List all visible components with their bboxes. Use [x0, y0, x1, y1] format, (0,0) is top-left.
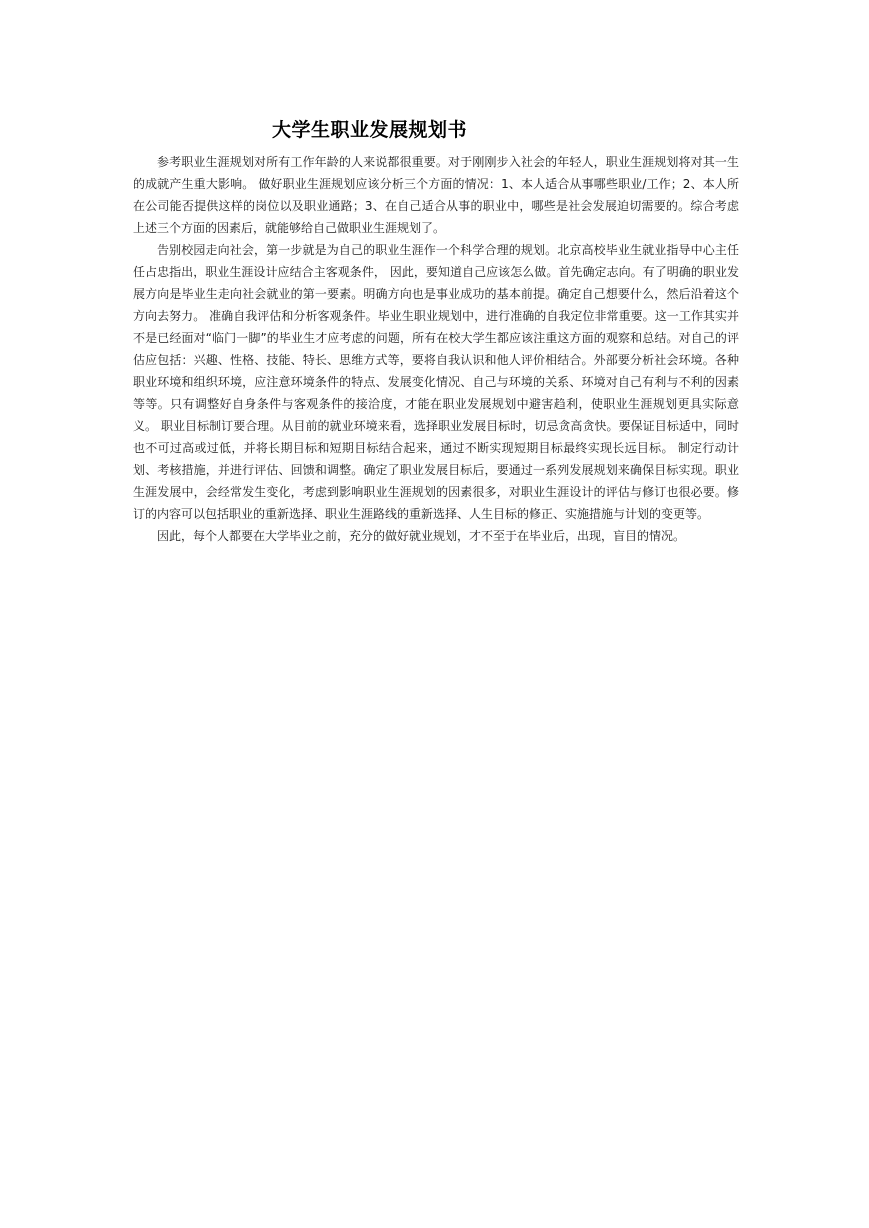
document-title: 大学生职业发展规划书: [272, 119, 468, 141]
document-body: [133, 151, 739, 547]
paragraph-intro: 参考职业生涯规划对所有工作年龄的人来说都很重要。对于刚刚步入社会的年轻人，职业生涯规划将对其一生的成就产生重大影响。 做好职业生涯规划应该分析三个方面的情况：1、本人适合从事哪些职业/工作；2、本人所在公司能否提供这样的岗位以及职业通路；3、在自己适合从事的职业中，哪些是社会发展迫切需要的。综合考虑上述三个方面的因素后，就能够给自己做职业生涯规划了。: [133, 155, 739, 235]
paragraph-conclusion: 因此，每个人都要在大学毕业之前，充分的做好就业规划，才不至于在毕业后，出现，盲目的情况。: [157, 529, 686, 543]
paragraph-main: 告别校园走向社会，第一步就是为自己的职业生涯作一个科学合理的规划。北京高校毕业生就业指导中心主任任占忠指出，职业生涯设计应结合主客观条件， 因此，要知道自己应该怎么做。首先确定志向。有了明确的职业发展方向是毕业生走向社会就业的第一要素。明确方向也是事业成功的基本前提。确定自己想要什么，然后沿着这个方向去努力。 准确自我评估和分析客观条件。毕业生职业规划中，进行准确的自我定位非常重要。这一工作其实并不是已经面对“临门一脚”的毕业生才应考虑的问题，所有在校大学生都应该注重这方面的观察和总结。对自己的评估应包括：兴趣、性格、技能、特长、思维方式等，要将自我认识和他人评价相结合。外部要分析社会环境。各种职业环境和组织环境，应注意环境条件的特点、发展变化情况、自己与环境的关系、环境对自己有利与不利的因素等等。只有调整好自身条件与客观条件的接洽度，才能在职业发展规划中避害趋利，使职业生涯规划更具实际意义。 职业目标制订要合理。从目前的就业环境来看，选择职业发展目标时，切忌贪高贪快。要保证目标适中，同时也不可过高或过低，并将长期目标和短期目标结合起来，通过不断实现短期目标最终实现长远目标。 制定行动计划、考核措施，并进行评估、回馈和调整。确定了职业发展目标后，要通过一系列发展规划来确保目标实现。职业生涯发展中，会经常发生变化，考虑到影响职业生涯规划的因素很多，对职业生涯设计的评估与修订也很必要。修订的内容可以包括职业的重新选择、职业生涯路线的重新选择、人生目标的修正、实施措施与计划的变更等。: [133, 243, 739, 521]
